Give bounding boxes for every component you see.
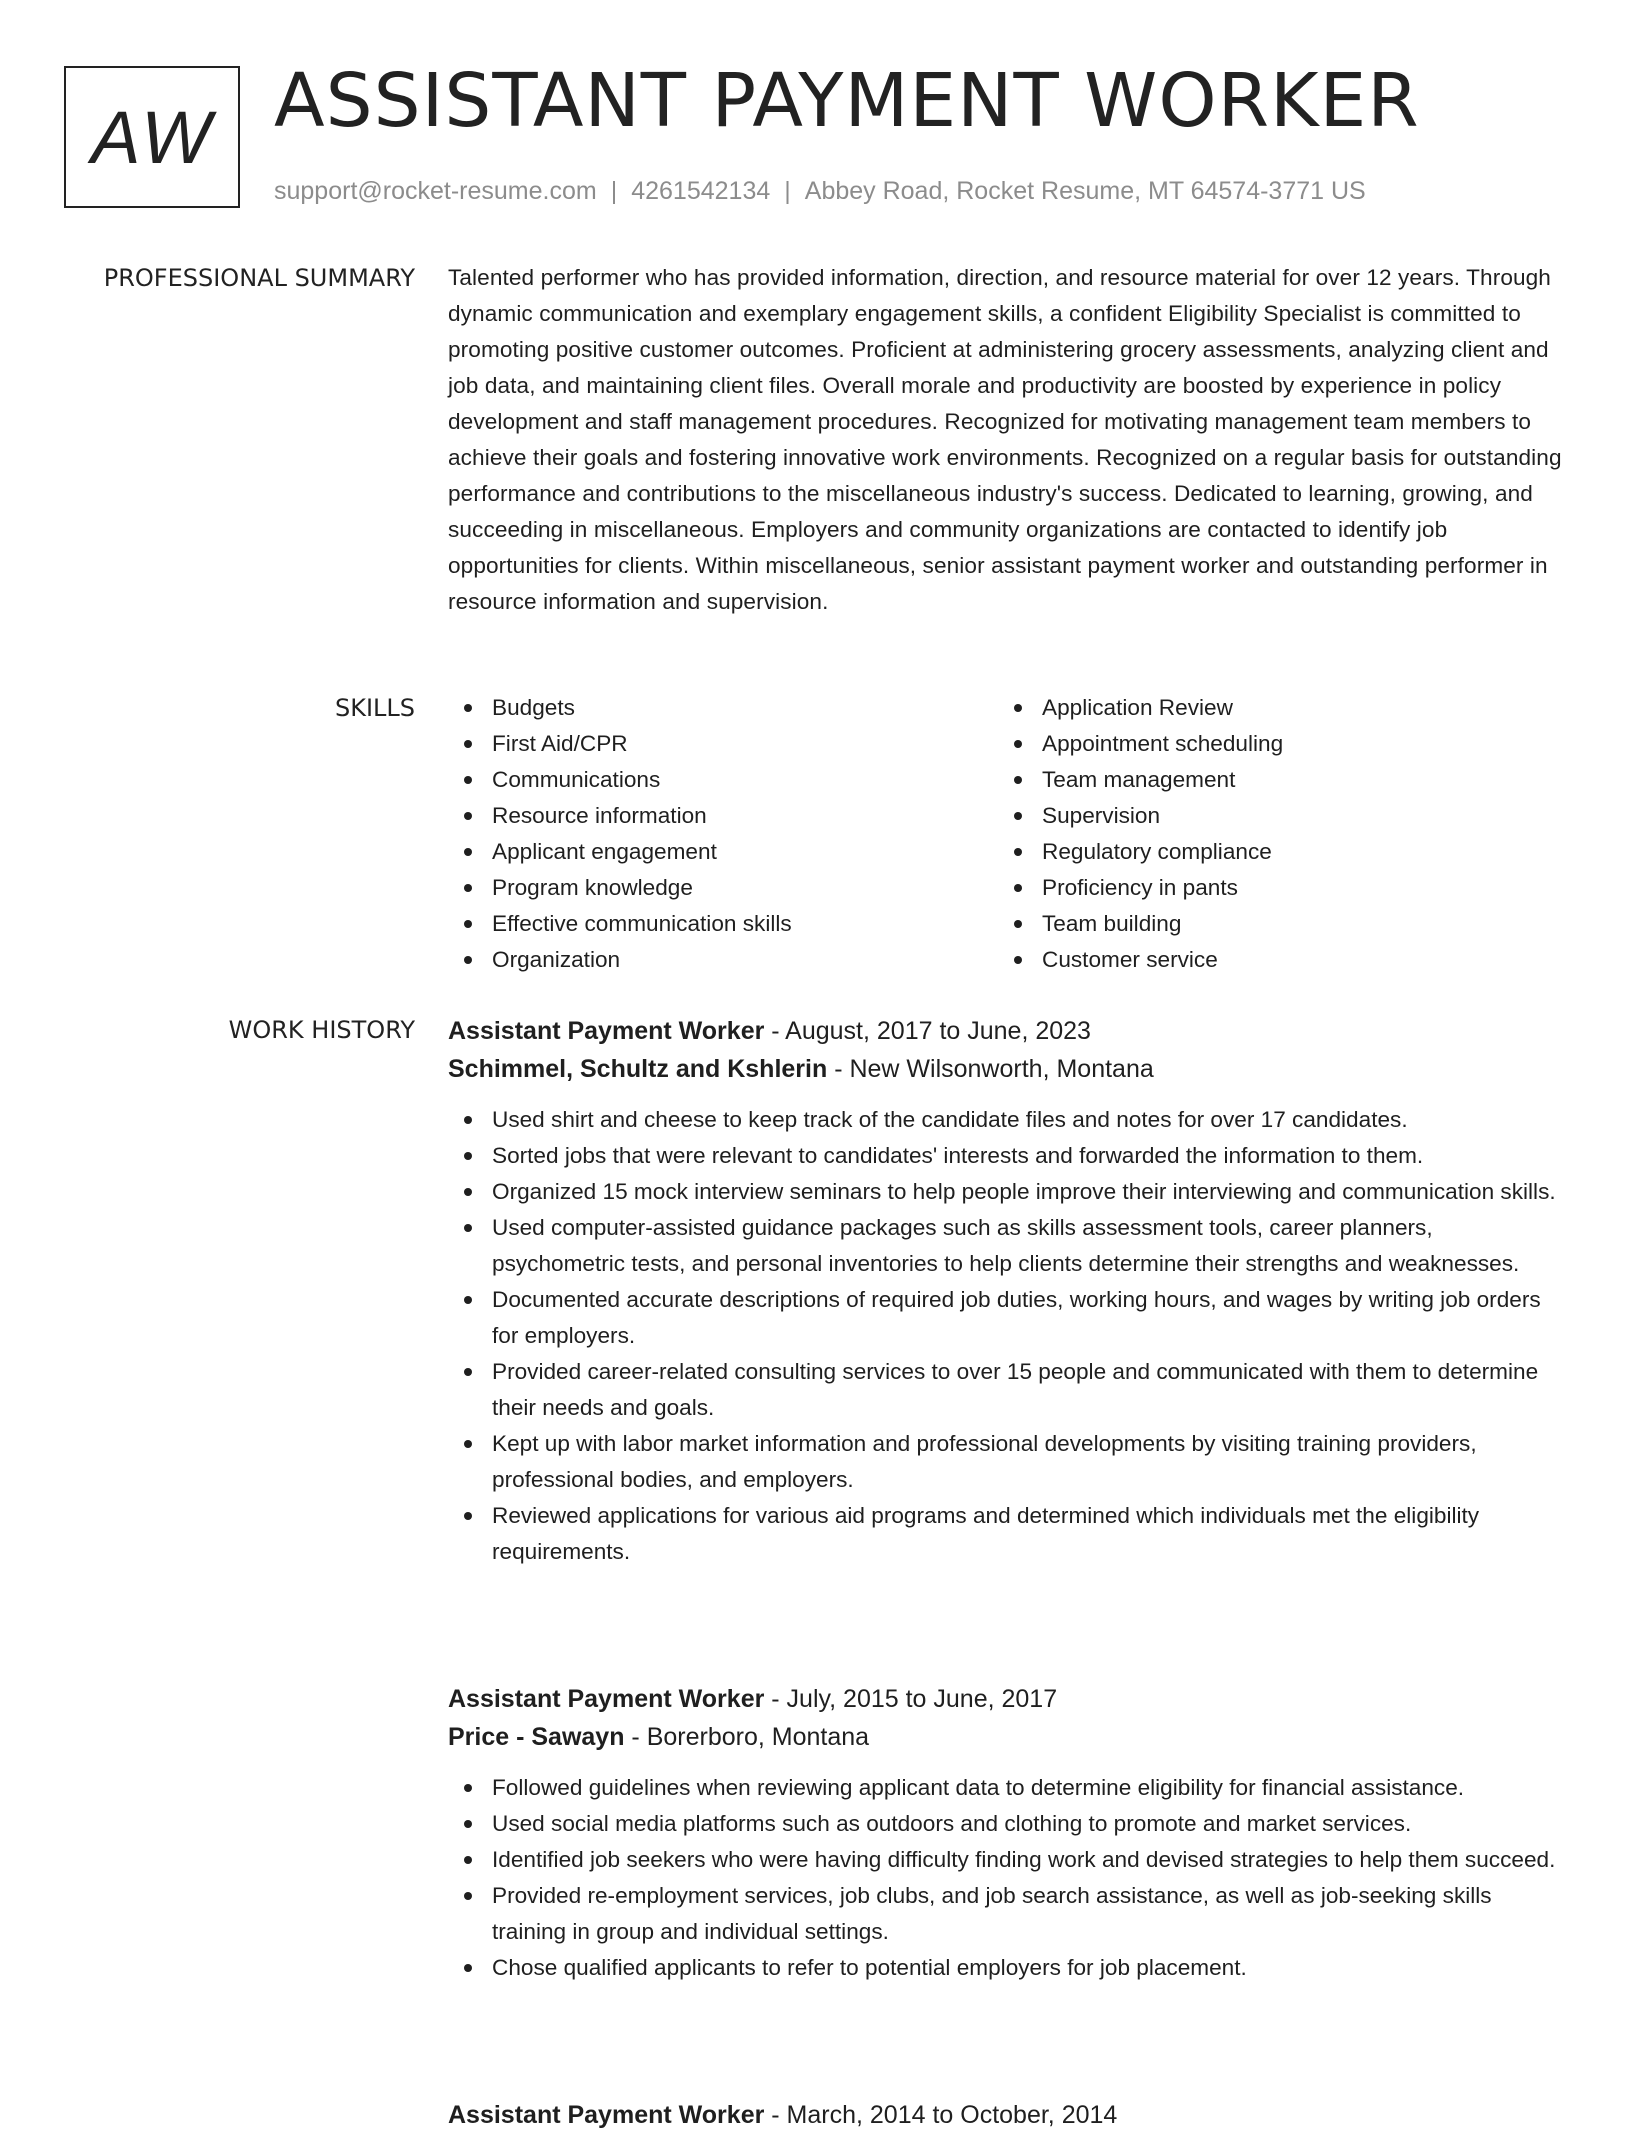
contact-separator: | <box>610 177 618 205</box>
skill-item: Effective communication skills <box>448 906 998 942</box>
job-duty: Organized 15 mock interview seminars to help people improve their interviewing and communication skills. <box>448 1174 1568 1210</box>
contact-phone[interactable]: 4261542134 <box>631 177 771 205</box>
job-duty: Sorted jobs that were relevant to candidates' interests and forwarded the information to them. <box>448 1138 1568 1174</box>
job-duty: Provided re-employment services, job clubs, and job search assistance, as well as job-seeking skills training in group and individual settings. <box>448 1878 1568 1950</box>
job-role: Assistant Payment Worker <box>448 1017 765 1045</box>
job-title-line <box>448 1012 1568 1050</box>
job-dates: - July, 2015 to June, 2017 <box>764 1685 1058 1713</box>
skill-item: Supervision <box>998 798 1548 834</box>
job-duties-list <box>448 1102 1568 1570</box>
job-entry <box>448 1012 1568 1570</box>
skill-item: Customer service <box>998 942 1548 978</box>
job-company: Schimmel, Schultz and Kshlerin <box>448 1055 828 1083</box>
job-dates: - August, 2017 to June, 2023 <box>764 1017 1091 1045</box>
contact-email[interactable]: support@rocket-resume.com <box>274 177 597 205</box>
monogram-initials: AW <box>91 95 213 179</box>
contact-address: Abbey Road, Rocket Resume, MT 64574-3771 US <box>804 177 1366 205</box>
job-role: Assistant Payment Worker <box>448 1685 765 1713</box>
skill-item: Proficiency in pants <box>998 870 1548 906</box>
summary-heading: PROFESSIONAL SUMMARY <box>103 264 415 292</box>
job-location: - New Wilsonworth, Montana <box>827 1055 1154 1083</box>
candidate-name: ASSISTANT PAYMENT WORKER <box>274 58 1420 144</box>
job-entry <box>448 1680 1568 1986</box>
contact-line <box>274 174 1366 208</box>
job-duty: Provided career-related consulting services to over 15 people and communicated with them to determine their needs and goals. <box>448 1354 1568 1426</box>
job-company-line <box>448 1718 1568 1756</box>
skills-list-right <box>998 690 1548 978</box>
job-duty: Used social media platforms such as outdoors and clothing to promote and market services. <box>448 1806 1568 1842</box>
job-duty: Used shirt and cheese to keep track of the candidate files and notes for over 17 candidates. <box>448 1102 1568 1138</box>
skills-body <box>448 690 1568 978</box>
job-duty: Reviewed applications for various aid programs and determined which individuals met the eligibility requirements. <box>448 1498 1568 1570</box>
job-duty: Followed guidelines when reviewing applicant data to determine eligibility for financial assistance. <box>448 1770 1568 1806</box>
monogram-logo <box>64 66 240 208</box>
skill-item: Team building <box>998 906 1548 942</box>
skill-item: Budgets <box>448 690 998 726</box>
job-duty: Chose qualified applicants to refer to potential employers for job placement. <box>448 1950 1568 1986</box>
skill-item: Application Review <box>998 690 1548 726</box>
contact-separator: | <box>784 177 791 205</box>
job-company: Price - Sawayn <box>448 1723 625 1751</box>
skill-item: Appointment scheduling <box>998 726 1548 762</box>
skill-item: Applicant engagement <box>448 834 998 870</box>
job-title-line <box>448 1680 1568 1718</box>
skill-item: Program knowledge <box>448 870 998 906</box>
job-duty: Kept up with labor market information and professional developments by visiting training providers, professional bodies, and employers. <box>448 1426 1568 1498</box>
job-role: Assistant Payment Worker <box>448 2101 765 2129</box>
job-title-line <box>448 2096 1568 2134</box>
skill-item: Resource information <box>448 798 998 834</box>
job-location: - Borerboro, Montana <box>624 1723 870 1751</box>
job-duty: Used computer-assisted guidance packages such as skills assessment tools, career planners, psychometric tests, and personal inventories to help clients determine their strengths and weaknesses. <box>448 1210 1568 1282</box>
skill-item: Organization <box>448 942 998 978</box>
skill-item: Regulatory compliance <box>998 834 1548 870</box>
job-duty: Documented accurate descriptions of required job duties, working hours, and wages by writing job orders for employers. <box>448 1282 1568 1354</box>
work-history-heading: WORK HISTORY <box>228 1016 415 1044</box>
summary-text: Talented performer who has provided information, direction, and resource material for over 12 years. Through dynamic communication and exemplary engagement skills, a confident Eligibility Specialist is committed to promoting positive customer outcomes. Proficient at administering grocery assessments, analyzing client and job data, and maintaining client files. Overall morale and productivity are boosted by experience in policy development and staff management procedures. Recognized for motivating management team members to achieve their goals and fostering innovative work environments. Recognized on a regular basis for outstanding performance and contributions to the miscellaneous industry's success. Dedicated to learning, growing, and succeeding in miscellaneous. Employers and community organizations are contacted to identify job opportunities for clients. Within miscellaneous, senior assistant payment worker and outstanding performer in resource information and supervision. <box>448 265 1562 614</box>
skill-item: First Aid/CPR <box>448 726 998 762</box>
job-entry <box>448 2096 1568 2134</box>
job-dates: - March, 2014 to October, 2014 <box>764 2101 1118 2129</box>
job-company-line <box>448 1050 1568 1088</box>
skills-list-left <box>448 690 998 978</box>
skills-heading: SKILLS <box>334 694 415 722</box>
job-duties-list <box>448 1770 1568 1986</box>
skill-item: Team management <box>998 762 1548 798</box>
job-duty: Identified job seekers who were having difficulty finding work and devised strategies to help them succeed. <box>448 1842 1568 1878</box>
summary-body <box>448 260 1568 620</box>
skill-item: Communications <box>448 762 998 798</box>
